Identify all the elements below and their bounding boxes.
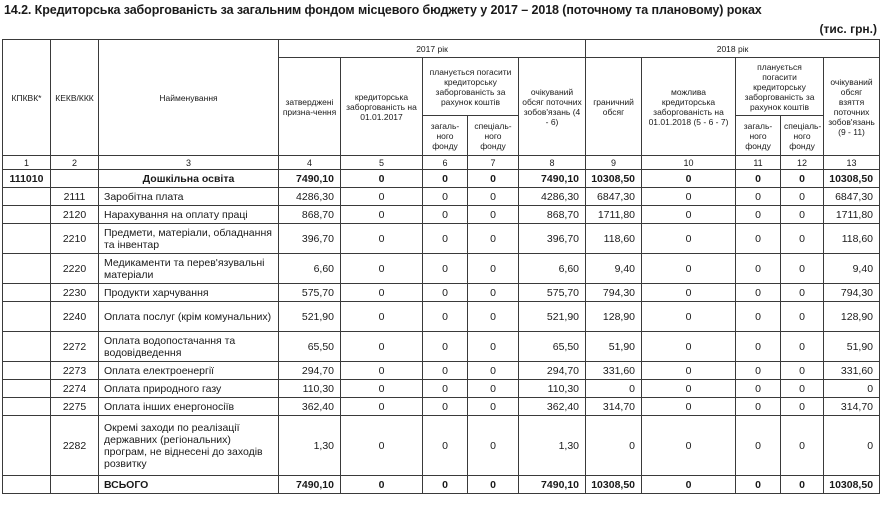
cell-value: 314,70 (824, 398, 880, 416)
cell-value: 0 (586, 416, 642, 476)
cell-name: ВСЬОГО (99, 476, 279, 494)
cell-value: 0 (736, 332, 781, 362)
cell-value: 794,30 (586, 284, 642, 302)
table-row (3, 170, 880, 188)
cell-value: 0 (642, 398, 736, 416)
column-index-cell: 6 (423, 156, 468, 170)
cell-value: 521,90 (279, 302, 341, 332)
cell-kekv: 2230 (51, 284, 99, 302)
cell-value: 0 (341, 188, 423, 206)
table-row (3, 416, 880, 476)
cell-value: 10308,50 (586, 476, 642, 494)
cell-value: 0 (586, 380, 642, 398)
cell-value: 0 (736, 302, 781, 332)
cell-name: Окремі заходи по реалізації державних (регіональних) програм, не віднесені до заходів розвитку (99, 416, 279, 476)
cell-value: 0 (781, 302, 824, 332)
cell-name: Нарахування на оплату праці (99, 206, 279, 224)
cell-value: 314,70 (586, 398, 642, 416)
cell-value: 0 (423, 332, 468, 362)
cell-kpkvk (3, 284, 51, 302)
cell-value: 6,60 (519, 254, 586, 284)
column-index-cell: 10 (642, 156, 736, 170)
table-row (3, 254, 880, 284)
cell-value: 128,90 (586, 302, 642, 332)
cell-value: 0 (736, 284, 781, 302)
cell-value: 0 (341, 332, 423, 362)
cell-value: 1,30 (519, 416, 586, 476)
cell-value: 0 (781, 476, 824, 494)
cell-kekv: 2282 (51, 416, 99, 476)
cell-value: 0 (423, 302, 468, 332)
cell-kpkvk (3, 332, 51, 362)
cell-value: 0 (642, 416, 736, 476)
cell-name: Оплата електроенергії (99, 362, 279, 380)
cell-value: 0 (341, 380, 423, 398)
cell-value: 0 (423, 380, 468, 398)
cell-value: 110,30 (279, 380, 341, 398)
cell-value: 7490,10 (279, 476, 341, 494)
cell-value: 0 (468, 332, 519, 362)
cell-value: 0 (423, 254, 468, 284)
header-expected-2018: очікуваний обсяг взяття поточних зобов'язань (9 - 11) (824, 58, 880, 156)
cell-value: 0 (824, 416, 880, 476)
column-index-row (3, 156, 880, 170)
cell-value: 6,60 (279, 254, 341, 284)
cell-value: 0 (341, 284, 423, 302)
table-row (3, 398, 880, 416)
header-planned-repay-2017: планується погасити кредиторську заборгованість за рахунок коштів (423, 58, 519, 116)
header-limit: граничний обсяг (586, 58, 642, 156)
cell-value: 0 (642, 302, 736, 332)
cell-value: 0 (781, 254, 824, 284)
cell-value: 0 (781, 362, 824, 380)
header-general-fund-2017: загаль-ного фонду (423, 116, 468, 156)
table-row (3, 284, 880, 302)
cell-value: 0 (642, 206, 736, 224)
cell-kpkvk (3, 362, 51, 380)
cell-value: 4286,30 (519, 188, 586, 206)
cell-value: 0 (736, 362, 781, 380)
header-name: Найменування (99, 40, 279, 156)
cell-value: 51,90 (586, 332, 642, 362)
cell-value: 0 (423, 206, 468, 224)
cell-value: 294,70 (279, 362, 341, 380)
cell-value: 0 (468, 362, 519, 380)
cell-value: 0 (468, 476, 519, 494)
cell-value: 0 (642, 188, 736, 206)
cell-kpkvk (3, 224, 51, 254)
cell-kekv: 2210 (51, 224, 99, 254)
column-index-cell: 8 (519, 156, 586, 170)
cell-value: 0 (468, 302, 519, 332)
cell-value: 9,40 (586, 254, 642, 284)
cell-value: 0 (423, 398, 468, 416)
cell-value: 0 (736, 416, 781, 476)
cell-kekv: 2273 (51, 362, 99, 380)
cell-kekv (51, 476, 99, 494)
cell-value: 1711,80 (586, 206, 642, 224)
header-planned-repay-2018: планується погасити кредиторську заборгованість за рахунок коштів (736, 58, 824, 116)
cell-value: 51,90 (824, 332, 880, 362)
cell-value: 6847,30 (586, 188, 642, 206)
cell-value: 65,50 (519, 332, 586, 362)
cell-value: 9,40 (824, 254, 880, 284)
cell-value: 65,50 (279, 332, 341, 362)
header-kekv: КЕКВ/ККК (51, 40, 99, 156)
cell-value: 4286,30 (279, 188, 341, 206)
cell-value: 0 (824, 380, 880, 398)
cell-value: 0 (736, 476, 781, 494)
cell-value: 7490,10 (279, 170, 341, 188)
cell-value: 0 (781, 332, 824, 362)
column-index-cell: 1 (3, 156, 51, 170)
units-label: (тис. грн.) (819, 22, 877, 36)
cell-value: 0 (341, 254, 423, 284)
cell-value: 0 (468, 224, 519, 254)
cell-value: 396,70 (519, 224, 586, 254)
cell-value: 396,70 (279, 224, 341, 254)
header-year-2018: 2018 рік (586, 40, 880, 58)
cell-value: 868,70 (279, 206, 341, 224)
table-row (3, 362, 880, 380)
cell-kekv: 2111 (51, 188, 99, 206)
header-creditor-debt: кредиторська заборгованість на 01.01.2017 (341, 58, 423, 156)
cell-value: 794,30 (824, 284, 880, 302)
cell-value: 0 (736, 170, 781, 188)
header-possible-debt: можлива кредиторська заборгованість на 01.01.2018 (5 - 6 - 7) (642, 58, 736, 156)
cell-value: 868,70 (519, 206, 586, 224)
cell-value: 0 (781, 224, 824, 254)
cell-value: 0 (341, 224, 423, 254)
cell-kpkvk (3, 188, 51, 206)
table-body (3, 170, 880, 494)
header-approved: затверджені призна-чення (279, 58, 341, 156)
cell-value: 10308,50 (824, 476, 880, 494)
header-expected-2017: очікуваний обсяг поточних зобов'язань (4 - 6) (519, 58, 586, 156)
cell-value: 118,60 (824, 224, 880, 254)
table-row (3, 224, 880, 254)
cell-value: 0 (341, 398, 423, 416)
cell-value: 0 (423, 416, 468, 476)
cell-kekv: 2274 (51, 380, 99, 398)
cell-value: 0 (341, 170, 423, 188)
header-special-fund-2018: спеціаль-ного фонду (781, 116, 824, 156)
cell-value: 0 (642, 380, 736, 398)
cell-kpkvk (3, 416, 51, 476)
cell-value: 0 (468, 188, 519, 206)
cell-value: 7490,10 (519, 170, 586, 188)
cell-value: 0 (423, 362, 468, 380)
cell-value: 0 (341, 476, 423, 494)
cell-value: 0 (468, 416, 519, 476)
cell-value: 0 (468, 254, 519, 284)
cell-value: 0 (642, 254, 736, 284)
cell-value: 0 (736, 398, 781, 416)
cell-kekv: 2220 (51, 254, 99, 284)
cell-value: 0 (423, 284, 468, 302)
column-index-cell: 3 (99, 156, 279, 170)
cell-kekv: 2272 (51, 332, 99, 362)
cell-kpkvk (3, 398, 51, 416)
cell-value: 0 (781, 284, 824, 302)
table-row (3, 476, 880, 494)
column-index-cell: 9 (586, 156, 642, 170)
cell-value: 0 (736, 254, 781, 284)
cell-value: 110,30 (519, 380, 586, 398)
cell-kekv: 2240 (51, 302, 99, 332)
cell-value: 0 (781, 416, 824, 476)
table-row (3, 332, 880, 362)
cell-kpkvk (3, 302, 51, 332)
column-index-cell: 11 (736, 156, 781, 170)
cell-value: 331,60 (586, 362, 642, 380)
cell-value: 0 (642, 170, 736, 188)
cell-value: 331,60 (824, 362, 880, 380)
cell-value: 521,90 (519, 302, 586, 332)
cell-value: 0 (468, 170, 519, 188)
cell-value: 118,60 (586, 224, 642, 254)
cell-value: 0 (423, 170, 468, 188)
cell-kpkvk (3, 254, 51, 284)
cell-name: Оплата водопостачання та водовідведення (99, 332, 279, 362)
column-index-cell: 12 (781, 156, 824, 170)
cell-value: 362,40 (279, 398, 341, 416)
cell-value: 0 (423, 188, 468, 206)
table-row (3, 206, 880, 224)
cell-value: 0 (341, 416, 423, 476)
cell-value: 575,70 (519, 284, 586, 302)
cell-value: 7490,10 (519, 476, 586, 494)
cell-value: 0 (423, 224, 468, 254)
cell-value: 0 (736, 206, 781, 224)
cell-value: 0 (642, 284, 736, 302)
cell-name: Продукти харчування (99, 284, 279, 302)
column-index-cell: 2 (51, 156, 99, 170)
cell-value: 0 (736, 188, 781, 206)
cell-kekv (51, 170, 99, 188)
debt-table (2, 39, 880, 494)
table-row (3, 302, 880, 332)
table-row (3, 380, 880, 398)
cell-value: 0 (736, 224, 781, 254)
cell-kpkvk (3, 206, 51, 224)
cell-name: Дошкільна освіта (99, 170, 279, 188)
cell-value: 6847,30 (824, 188, 880, 206)
cell-value: 0 (642, 362, 736, 380)
column-index-cell: 5 (341, 156, 423, 170)
cell-value: 0 (468, 284, 519, 302)
cell-name: Предмети, матеріали, обладнання та інвентар (99, 224, 279, 254)
cell-value: 0 (781, 206, 824, 224)
cell-kpkvk (3, 476, 51, 494)
column-index-cell: 13 (824, 156, 880, 170)
cell-value: 0 (468, 398, 519, 416)
column-index-cell: 7 (468, 156, 519, 170)
cell-value: 362,40 (519, 398, 586, 416)
cell-value: 0 (468, 380, 519, 398)
cell-name: Оплата послуг (крім комунальних) (99, 302, 279, 332)
header-general-fund-2018: загаль-ного фонду (736, 116, 781, 156)
cell-kekv: 2120 (51, 206, 99, 224)
cell-value: 10308,50 (824, 170, 880, 188)
cell-value: 0 (781, 380, 824, 398)
cell-value: 0 (642, 476, 736, 494)
cell-value: 0 (781, 170, 824, 188)
cell-name: Оплата інших енергоносіїв (99, 398, 279, 416)
cell-value: 0 (423, 476, 468, 494)
cell-value: 1711,80 (824, 206, 880, 224)
cell-name: Заробітна плата (99, 188, 279, 206)
column-index-cell: 4 (279, 156, 341, 170)
cell-value: 0 (642, 332, 736, 362)
header-kpkvk: КПКВК* (3, 40, 51, 156)
cell-value: 1,30 (279, 416, 341, 476)
cell-value: 0 (341, 302, 423, 332)
header-year-2017: 2017 рік (279, 40, 586, 58)
table-row (3, 188, 880, 206)
cell-value: 0 (341, 206, 423, 224)
cell-value: 575,70 (279, 284, 341, 302)
cell-name: Медикаменти та перев'язувальні матеріали (99, 254, 279, 284)
cell-value: 0 (781, 398, 824, 416)
cell-value: 0 (341, 362, 423, 380)
cell-kpkvk (3, 380, 51, 398)
cell-value: 128,90 (824, 302, 880, 332)
cell-kekv: 2275 (51, 398, 99, 416)
cell-value: 0 (468, 206, 519, 224)
page-title: 14.2. Кредиторська заборгованість за загальним фондом місцевого бюджету у 2017 – 2018 (поточному та плановому) роках (4, 3, 762, 17)
header-special-fund-2017: спеціаль-ного фонду (468, 116, 519, 156)
cell-value: 0 (642, 224, 736, 254)
cell-value: 10308,50 (586, 170, 642, 188)
cell-name: Оплата природного газу (99, 380, 279, 398)
cell-value: 294,70 (519, 362, 586, 380)
cell-value: 0 (781, 188, 824, 206)
cell-kpkvk: 111010 (3, 170, 51, 188)
cell-value: 0 (736, 380, 781, 398)
